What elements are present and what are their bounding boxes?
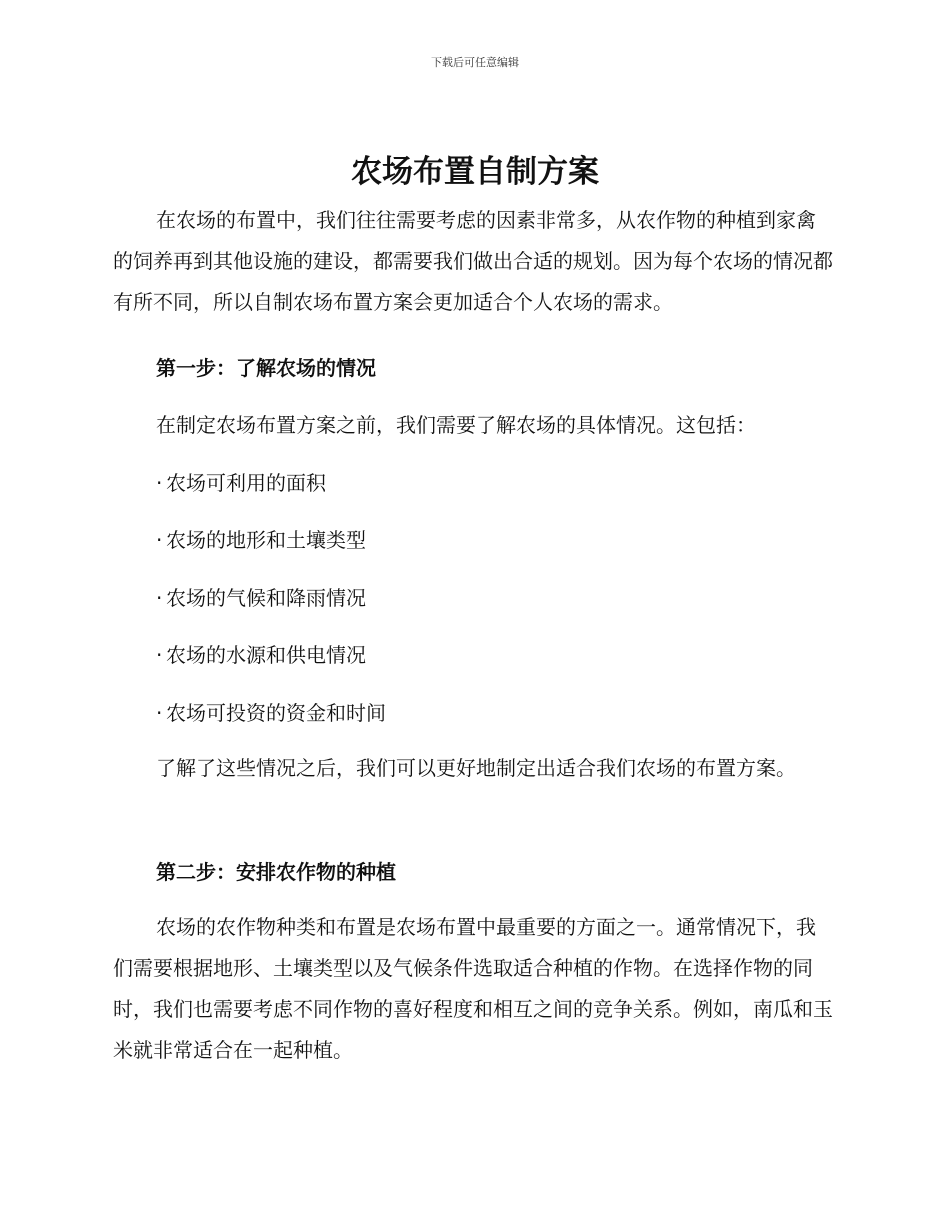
bullet-text: 农场的气候和降雨情况	[166, 586, 366, 610]
step1-intro: 在制定农场布置方案之前，我们需要了解农场的具体情况。这包括：	[156, 413, 756, 437]
step2-paragraph	[113, 907, 833, 1071]
step1-heading: 第一步：了解农场的情况	[156, 356, 376, 380]
step2-paragraph-text: 农场的农作物种类和布置是农场布置中最重要的方面之一。通常情况下，我们需要根据地形、土壤类型以及气候条件选取适合种植的作物。在选择作物的同时，我们也需要考虑不同作物的喜好程度和相互之间的竞争关系。例如，南瓜和玉米就非常适合在一起种植。	[113, 915, 833, 1062]
step1-conclusion	[113, 748, 833, 789]
bullet-text: 农场的水源和供电情况	[166, 643, 366, 667]
bullet-dot-icon: ·	[156, 643, 163, 667]
intro-paragraph-text: 在农场的布置中，我们往往需要考虑的因素非常多，从农作物的种植到家禽的饲养再到其他设施的建设，都需要我们做出合适的规划。因为每个农场的情况都有所不同，所以自制农场布置方案会更加适合个人农场的需求。	[113, 208, 833, 314]
step2-heading: 第二步：安排农作物的种植	[156, 860, 396, 884]
step1-conclusion-text: 了解了这些情况之后，我们可以更好地制定出适合我们农场的布置方案。	[156, 756, 796, 780]
bullet-text: 农场可利用的面积	[166, 471, 326, 495]
bullet-item	[156, 699, 386, 727]
bullet-item	[156, 469, 326, 497]
bullet-item	[156, 641, 366, 669]
bullet-item	[156, 526, 366, 554]
document-title: 农场布置自制方案	[351, 154, 599, 190]
bullet-dot-icon: ·	[156, 701, 163, 725]
bullet-text: 农场可投资的资金和时间	[166, 701, 386, 725]
bullet-dot-icon: ·	[156, 586, 163, 610]
intro-paragraph	[113, 200, 833, 323]
bullet-dot-icon: ·	[156, 528, 163, 552]
bullet-text: 农场的地形和土壤类型	[166, 528, 366, 552]
bullet-item	[156, 584, 366, 612]
header-note: 下载后可任意编辑	[431, 56, 519, 69]
bullet-dot-icon: ·	[156, 471, 163, 495]
